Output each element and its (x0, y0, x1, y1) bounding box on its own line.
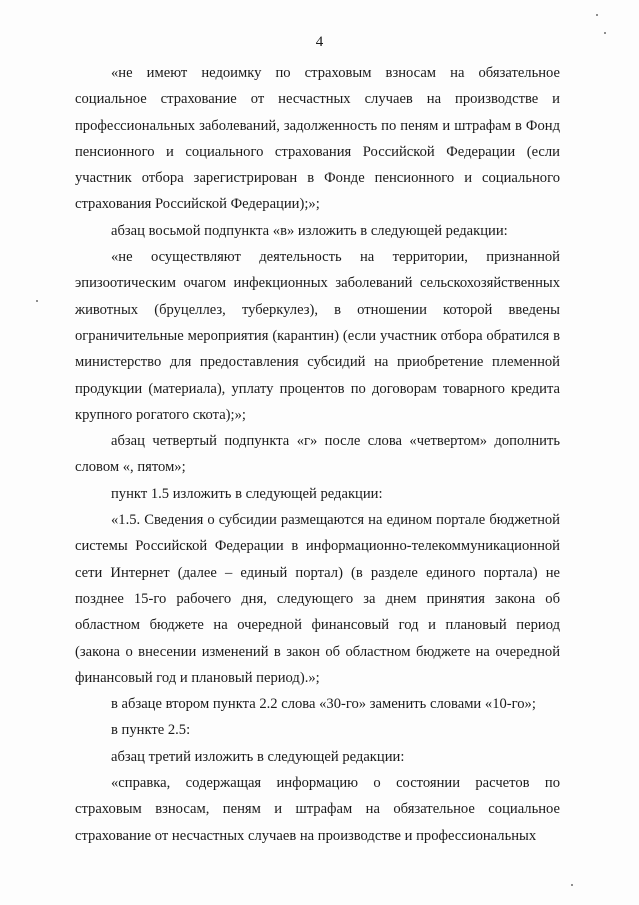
paragraph-quote-no-arrears: «не имеют недоимку по страховым взносам на обязательное социальное страхование от несчастных случаев на производстве и профессиональных заболеваний, задолженность по пеням и штрафам в Фонд пенсионного и социального страхования Российской Федерации (если участник отбора зарегистрирован в Фонде пенсионного и социального страхования Российской Федерации);»; (75, 65, 560, 213)
document-body (75, 60, 560, 849)
paragraph-amend-third-indent: абзац третий изложить в следующей редакции: (111, 748, 405, 765)
paragraph-quote-epizootic: «не осуществляют деятельность на территории, признанной эпизоотическим очагом инфекционных заболеваний сельскохозяйственных животных (бруцеллез, туберкулез), в отношении которой введены ограничительные мероприятия (карантин) (если участник отбора обратился в министерство для предоставления субсидий на приобретение племенной продукции (материала), уплату процентов по договорам товарного кредита крупного рогатого скота);»; (75, 249, 560, 423)
paragraph-amend-point-1-5: пункт 1.5 изложить в следующей редакции: (111, 485, 383, 502)
paragraph-point-2-5: в пункте 2.5: (111, 722, 191, 739)
page-number: 4 (315, 34, 324, 50)
scan-speck (596, 14, 598, 16)
scan-speck (571, 884, 573, 886)
paragraph-amend-point-2-2: в абзаце втором пункта 2.2 слова «30-го» заменить словами «10-го»; (111, 696, 536, 713)
paragraph-quote-point-1-5: «1.5. Сведения о субсидии размещаются на едином портале бюджетной системы Российской Федерации в информационно-телекоммуникационной сети Интернет (далее – единый портал) (в разделе единого портала) не позднее 15-го рабочего дня, следующего за днем принятия закона об областном бюджете на очередной финансовый год и плановый период (закона о внесении изменений в закон об областном бюджете на очередной финансовый год и плановый период).»; (75, 512, 560, 686)
scan-speck (36, 300, 38, 302)
paragraph-amend-subparagraph-v: абзац восьмой подпункта «в» изложить в следующей редакции: (111, 222, 508, 239)
scan-speck (604, 32, 606, 34)
paragraph-quote-certificate: «справка, содержащая информацию о состоянии расчетов по страховым взносам, пеням и штрафам на обязательное социальное страхование от несчастных случаев на производстве и профессиональных (75, 775, 560, 844)
paragraph-amend-subparagraph-g: абзац четвертый подпункта «г» после слова «четвертом» дополнить словом «, пятом»; (75, 433, 560, 476)
